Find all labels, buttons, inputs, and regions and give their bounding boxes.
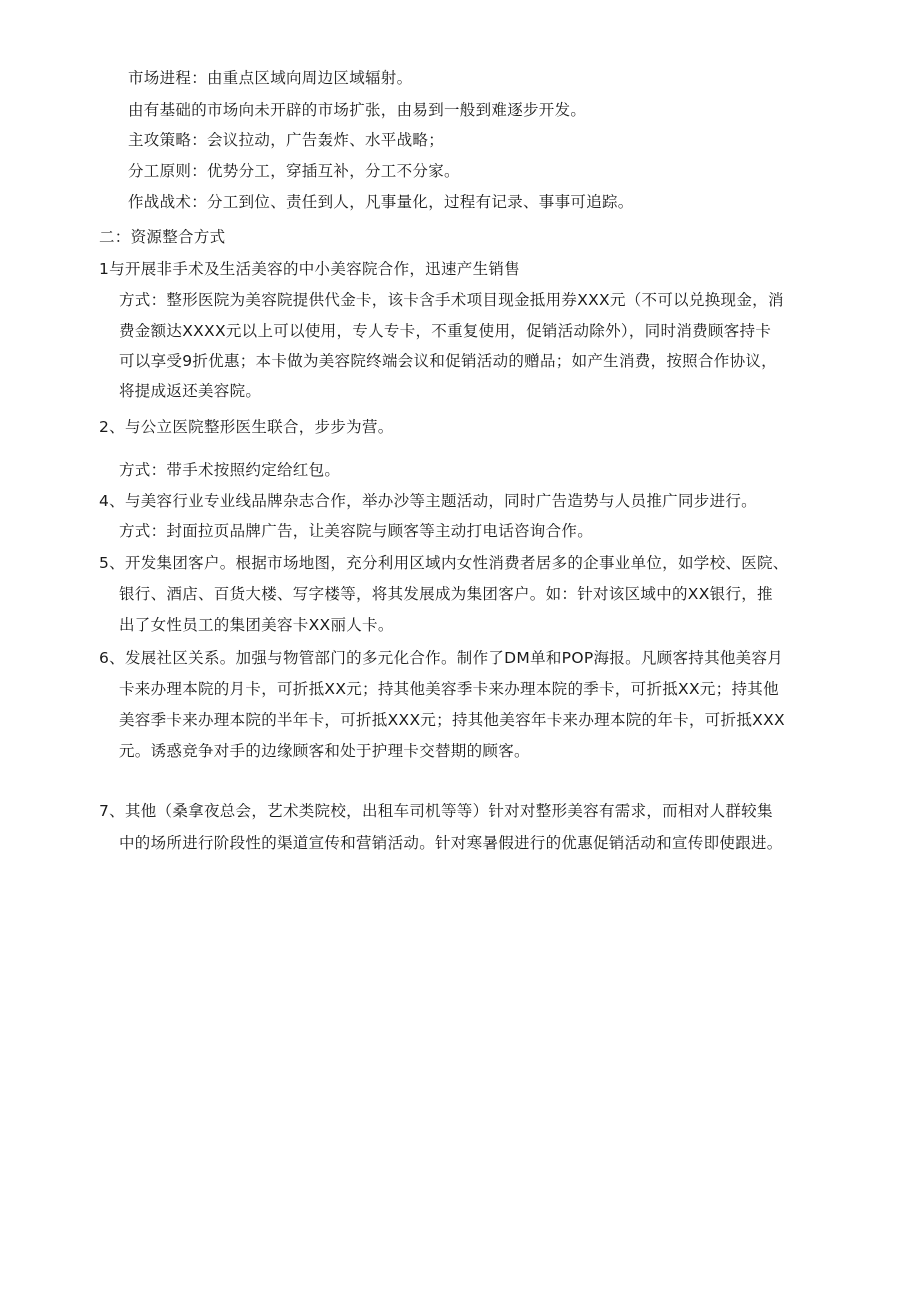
text-line: 出了女性员工的集团美容卡XX丽人卡。 [119, 616, 394, 634]
text-line: 7、其他（桑拿夜总会，艺术类院校，出租车司机等等）针对对整形美容有需求，而相对人群较集 [99, 802, 773, 820]
text-line: 美容季卡来办理本院的半年卡，可折抵XXX元；持其他美容年卡来办理本院的年卡，可折抵XXX [119, 711, 785, 729]
text-line: 2、与公立医院整形医生联合，步步为营。 [99, 418, 394, 436]
text-line: 卡来办理本院的月卡，可折抵XX元；持其他美容季卡来办理本院的季卡，可折抵XX元；持其他 [119, 680, 779, 698]
text-line: 费金额达XXXX元以上可以使用，专人专卡，不重复使用，促销活动除外），同时消费顾客持卡 [119, 322, 772, 340]
text-line: 将提成返还美容院。 [119, 382, 262, 400]
section-heading: 二：资源整合方式 [99, 228, 226, 246]
text-line: 4、与美容行业专业线品牌杂志合作，举办沙等主题活动，同时广告造势与人员推广同步进行。 [99, 492, 757, 510]
text-line: 5、开发集团客户。根据市场地图，充分利用区域内女性消费者居多的企事业单位，如学校、医院、 [99, 554, 789, 572]
text-line: 市场进程：由重点区域向周边区域辐射。 [128, 69, 413, 87]
text-line: 6、发展社区关系。加强与物管部门的多元化合作。制作了DM单和POP海报。凡顾客持其他美容月 [99, 649, 784, 667]
text-line: 元。诱惑竞争对手的边缘顾客和处于护理卡交替期的顾客。 [119, 742, 530, 760]
text-line: 方式：封面拉页品牌广告，让美容院与顾客等主动打电话咨询合作。 [119, 522, 594, 540]
text-line: 分工原则：优势分工，穿插互补，分工不分家。 [128, 162, 460, 180]
text-line: 可以享受9折优惠；本卡做为美容院终端会议和促销活动的赠品；如产生消费，按照合作协议， [119, 352, 777, 370]
text-line: 中的场所进行阶段性的渠道宣传和营销活动。针对寒暑假进行的优惠促销活动和宣传即使跟进。 [119, 834, 783, 852]
text-line: 方式：整形医院为美容院提供代金卡，该卡含手术项目现金抵用券XXX元（不可以兑换现金，消 [119, 291, 784, 309]
text-line: 作战战术：分工到位、责任到人，凡事量化，过程有记录、事事可追踪。 [128, 193, 634, 211]
text-line: 主攻策略：会议拉动，广告轰炸、水平战略； [128, 131, 445, 149]
text-line: 方式：带手术按照约定给红包。 [119, 461, 341, 479]
text-line: 由有基础的市场向未开辟的市场扩张，由易到一般到难逐步开发。 [128, 101, 587, 119]
text-line: 1与开展非手术及生活美容的中小美容院合作，迅速产生销售 [99, 260, 520, 278]
text-line: 银行、酒店、百货大楼、写字楼等，将其发展成为集团客户。如：针对该区域中的XX银行，推 [119, 585, 773, 603]
